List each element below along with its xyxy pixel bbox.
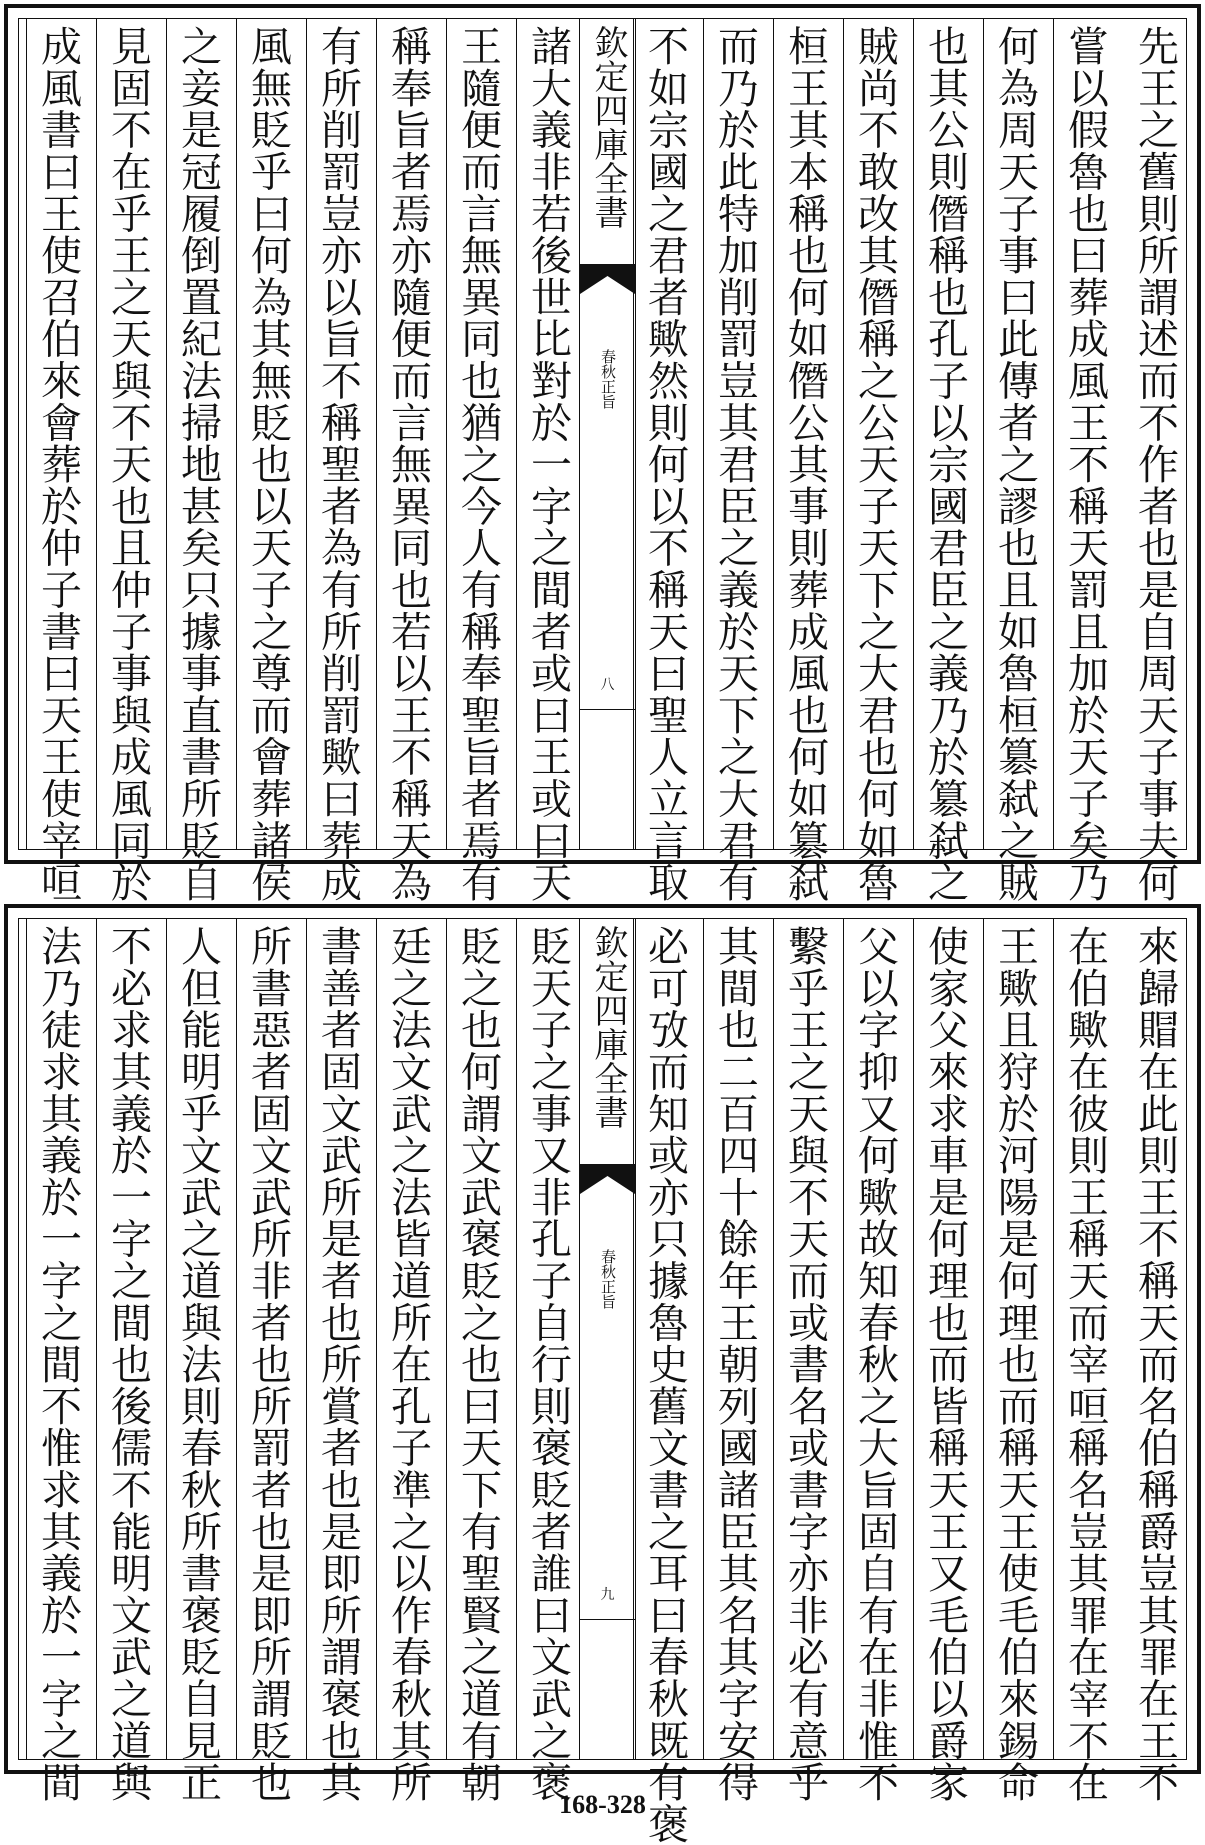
spine-divider xyxy=(580,1619,635,1620)
fishtail-mark-icon xyxy=(580,1164,635,1194)
text-column: 風無貶乎曰何為其無貶也以天子之尊而會葬諸侯 xyxy=(236,19,299,849)
text-column: 而乃於此特加削罰豈其君臣之義於天下之大君有 xyxy=(703,19,766,849)
text-column: 其間也二百四十餘年王朝列國諸臣其名其字安得 xyxy=(703,919,766,1759)
text-column: 父以字抑又何歟故知春秋之大旨固自有在非惟不 xyxy=(843,919,906,1759)
text-column: 先王之舊則所謂述而不作者也是自周天子事夫何 xyxy=(1131,25,1179,903)
text-column: 不如宗國之君者歟然則何以不稱天曰聖人立言取 xyxy=(633,19,696,849)
text-column: 也其公則僭稱也孔子以宗國君臣之義乃於簒弑之 xyxy=(913,19,976,849)
center-spine xyxy=(579,919,636,1759)
text-column: 貶之也何謂文武褒貶之也曰天下有聖賢之道有朝 xyxy=(446,919,509,1759)
page-upper xyxy=(4,4,1201,903)
text-column: 之妾是冠履倒置紀法掃地甚矣只據事直書所貶自 xyxy=(166,19,229,849)
center-spine xyxy=(579,19,636,849)
spine-page-number: 八 xyxy=(600,677,615,693)
text-column: 嘗以假魯也曰葬成風王不稱天罰且加於天子矣乃 xyxy=(1053,19,1116,849)
fishtail-mark-icon xyxy=(580,264,635,294)
text-column: 法乃徒求其義於一字之間不惟求其義於一字之間 xyxy=(26,919,89,1759)
spine-title: 欽定四庫全書 xyxy=(588,925,628,1129)
text-column: 諸大義非若後世比對於一字之間者或曰王或曰天 xyxy=(516,19,579,849)
page-footer-number: 168-328 xyxy=(559,1790,646,1819)
text-column: 使家父來求車是何理也而皆稱天王又毛伯以爵家 xyxy=(913,919,976,1759)
text-column: 見固不在乎王之天與不天也且仲子事與成風同於 xyxy=(96,19,159,849)
text-column: 書善者固文武所是者也所賞者也是即所謂褒也其 xyxy=(306,919,369,1759)
text-column: 稱奉旨者焉亦隨便而言無異同也若以王不稱天為 xyxy=(376,19,439,849)
spine-subtitle: 春秋正旨 xyxy=(599,349,617,409)
spine-divider xyxy=(580,709,635,710)
spine-title: 欽定四庫全書 xyxy=(588,25,628,229)
right-half xyxy=(626,19,1186,903)
text-column: 王歟且狩於河陽是何理也而稱天王使毛伯來錫命 xyxy=(983,919,1046,1759)
text-column: 來歸賵在此則王不稱天而名伯稱爵豈其罪在王不 xyxy=(1131,925,1179,1803)
text-column: 在伯歟在彼則王稱天而宰咺稱名豈其罪在宰不在 xyxy=(1053,919,1116,1759)
text-column: 所書惡者固文武所非者也所罰者也是即所謂貶也 xyxy=(236,919,299,1759)
text-column: 廷之法文武之法皆道所在孔子準之以作春秋其所 xyxy=(376,919,439,1759)
text-column: 繫乎王之天與不天而或書名或書字亦非必有意乎 xyxy=(773,919,836,1759)
text-frame xyxy=(18,18,1187,903)
text-column: 不必求其義於一字之間也後儒不能明文武之道與 xyxy=(96,919,159,1759)
left-half xyxy=(19,919,579,1803)
text-column: 王隨便而言無異同也猶之今人有稱奉聖旨者焉有 xyxy=(446,19,509,849)
left-half xyxy=(19,19,579,903)
text-column: 貶天子之事又非孔子自行則褒貶者誰曰文武之褒 xyxy=(516,919,579,1759)
text-column: 人但能明乎文武之道與法則春秋所書褒貶自見正 xyxy=(166,919,229,1759)
right-half xyxy=(626,919,1186,1845)
spine-page-number: 九 xyxy=(600,1587,615,1603)
text-column: 何為周天子事曰此傳者之謬也且如魯桓簒弑之賊 xyxy=(983,19,1046,849)
text-column: 桓王其本稱也何如僭公其事則葬成風也何如簒弑 xyxy=(773,19,836,849)
text-column: 賊尚不敢改其僭稱之公天子天下之大君也何如魯 xyxy=(843,19,906,849)
text-column: 成風書曰王使召伯來會葬於仲子書曰天王使宰咺 xyxy=(26,19,89,849)
spine-subtitle: 春秋正旨 xyxy=(599,1249,617,1309)
text-column: 有所削罰豈亦以旨不稱聖者為有所削罰歟曰葬成 xyxy=(306,19,369,849)
text-column: 必可攷而知或亦只據魯史舊文書之耳曰春秋既有褒 xyxy=(633,919,696,1759)
